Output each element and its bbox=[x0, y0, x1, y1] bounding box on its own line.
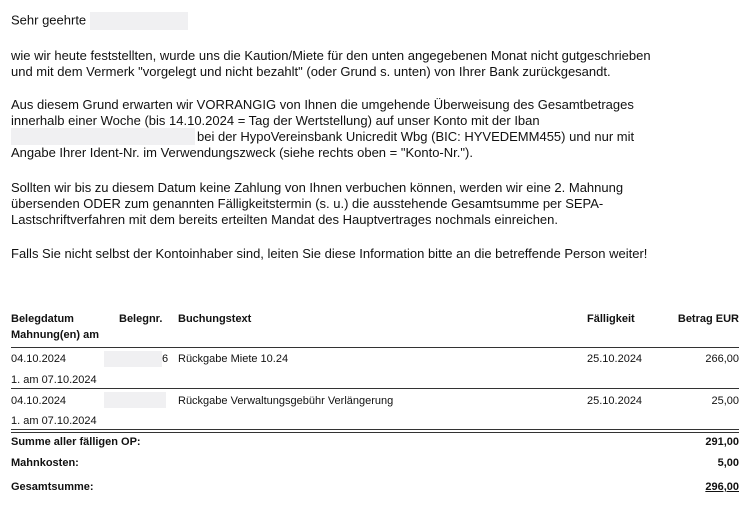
paragraph-line: Sollten wir bis zu diesem Datum keine Zahlung von Ihnen verbuchen können, werden wir eine 2. Mahnung bbox=[11, 180, 624, 195]
row-divider bbox=[11, 388, 739, 389]
paragraph-second-reminder bbox=[11, 180, 733, 228]
header-divider bbox=[11, 347, 739, 348]
totals-divider-bottom bbox=[11, 432, 739, 433]
row1-date: 04.10.2024 bbox=[11, 353, 67, 365]
header-booking-text: Buchungstext bbox=[178, 313, 252, 325]
row1-text: Rückgabe Miete 10.24 bbox=[178, 353, 289, 365]
total-value: 296,00 bbox=[705, 481, 739, 493]
iban-row bbox=[11, 129, 733, 145]
total-label: Gesamtsumme: bbox=[11, 481, 94, 493]
paragraph-line: und mit dem Vermerk "vorgelegt und nicht bezahlt" (oder Grund s. unten) von Ihrer Bank zurückgesandt. bbox=[11, 64, 611, 79]
paragraph-line: wie wir heute feststellten, wurde uns die Kaution/Miete für den unten angegebenen Monat nicht gutgeschrieben bbox=[11, 48, 651, 63]
row2-date: 04.10.2024 bbox=[11, 395, 67, 407]
redacted-iban bbox=[11, 128, 195, 145]
fees-value: 5,00 bbox=[717, 457, 739, 469]
paragraph-line: bei der HypoVereinsbank Unicredit Wbg (BIC: HYVEDEMM455) und nur mit bbox=[197, 129, 635, 144]
header-amount: Betrag EUR bbox=[677, 313, 739, 325]
sum-value: 291,00 bbox=[705, 436, 739, 448]
greeting bbox=[11, 12, 188, 30]
paragraph-line: Falls Sie nicht selbst der Kontoinhaber sind, leiten Sie diese Information bitte an die betreffende Person weiter! bbox=[11, 246, 648, 261]
row1-number-fragment: 6 bbox=[162, 353, 169, 365]
header-due-date: Fälligkeit bbox=[587, 313, 635, 325]
sum-label: Summe aller fälligen OP: bbox=[11, 436, 141, 448]
paragraph-line: Aus diesem Grund erwarten wir VORRANGIG von Ihnen die umgehende Überweisung des Gesamtbetrages bbox=[11, 97, 634, 112]
redacted-name bbox=[90, 12, 188, 30]
row1-due: 25.10.2024 bbox=[587, 353, 643, 365]
paragraph-account-holder bbox=[11, 246, 733, 262]
paragraph-line: Lastschriftverfahren mit dem bereits erteilten Mandat des Hauptvertrages nochmals einreichen. bbox=[11, 212, 558, 227]
row2-due: 25.10.2024 bbox=[587, 395, 643, 407]
redacted-document-number bbox=[104, 351, 162, 367]
paragraph-payment-request bbox=[11, 97, 733, 161]
paragraph-line: innerhalb einer Woche (bis 14.10.2024 = Tag der Wertstellung) auf unser Konto mit der Iban bbox=[11, 113, 540, 128]
header-number: Belegnr. bbox=[119, 313, 163, 325]
paragraph-returned-payment bbox=[11, 48, 733, 80]
greeting-text: Sehr geehrte bbox=[11, 12, 87, 28]
paragraph-line: Angabe Ihrer Ident-Nr. im Verwendungszweck (siehe rechts oben = "Konto-Nr."). bbox=[11, 145, 473, 160]
redacted-document-number bbox=[104, 392, 166, 408]
row1-amount: 266,00 bbox=[705, 353, 739, 365]
totals-divider-top bbox=[11, 429, 739, 430]
paragraph-line: übersenden ODER zum genannten Fälligkeitstermin (s. u.) die ausstehende Gesamtsumme per SEPA- bbox=[11, 196, 604, 211]
row2-reminder: 1. am 07.10.2024 bbox=[11, 415, 97, 427]
fees-label: Mahnkosten: bbox=[11, 457, 79, 469]
header-reminder-date: Mahnung(en) am bbox=[11, 329, 99, 341]
row2-amount: 25,00 bbox=[711, 395, 739, 407]
row1-reminder: 1. am 07.10.2024 bbox=[11, 374, 97, 386]
row2-text: Rückgabe Verwaltungsgebühr Verlängerung bbox=[178, 395, 394, 407]
header-date: Belegdatum bbox=[11, 313, 74, 325]
